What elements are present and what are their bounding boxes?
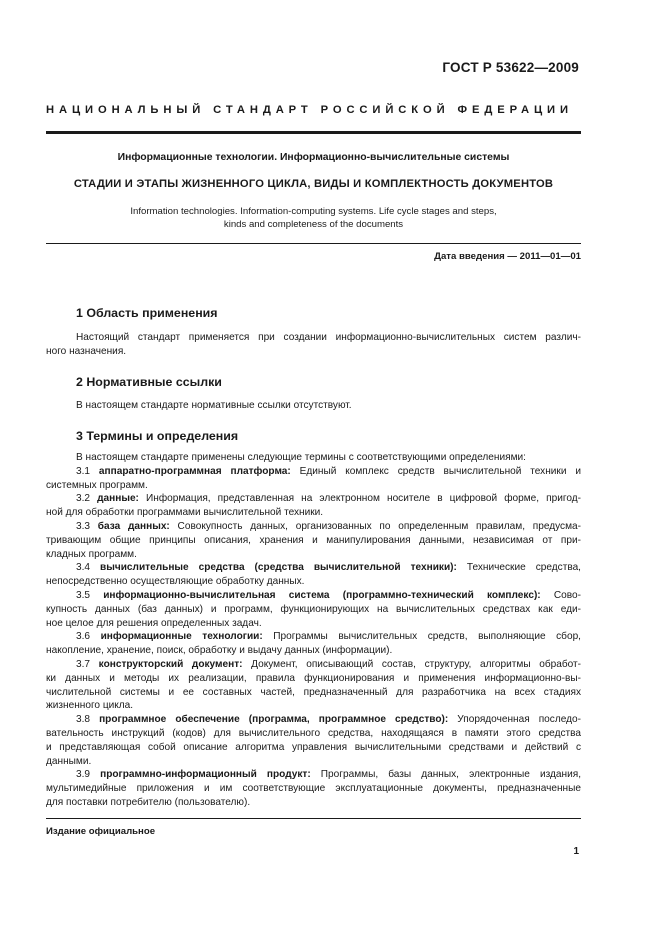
paragraph-line: В настоящем стандарте применены следующие термины с соответствующими определениями:	[76, 452, 526, 463]
term-name: вычислительные средства (средства вычислительной техники):	[100, 562, 457, 574]
term-name: конструкторский документ:	[98, 658, 243, 670]
official-edition-label: Издание официальное	[46, 826, 156, 837]
term-name: база данных:	[97, 520, 170, 532]
term-line: 3.7 конструкторский документ: Документ, описывающий состав, структуру, алгоритмы обработ-	[76, 658, 581, 670]
term-name: информационные технологии:	[100, 631, 263, 643]
term-line: 3.4 вычислительные средства (средства вычислительной техники): Технические средства,	[76, 562, 581, 574]
header-rule	[46, 131, 581, 134]
page-number: 1	[573, 846, 579, 857]
term-name: аппаратно-программная платформа:	[98, 465, 291, 477]
gost-code: ГОСТ Р 53622—2009	[442, 60, 579, 75]
document-subtitle: Информационные технологии. Информационно-вычислительные системы	[117, 152, 510, 163]
paragraph-line: В настоящем стандарте нормативные ссылки отсутствуют.	[76, 400, 352, 411]
term-line: и представляющая собой описание алгоритма управления вычислительными средствами и действий с	[46, 741, 581, 753]
document-title: СТАДИИ И ЭТАПЫ ЖИЗНЕННОГО ЦИКЛА, ВИДЫ И КОМПЛЕКТНОСТЬ ДОКУМЕНТОВ	[73, 178, 554, 190]
term-line: кладных программ.	[46, 548, 137, 560]
term-line: накопление, хранение, поиск, обработку и выдачу данных (информации).	[46, 645, 393, 657]
term-line: непосредственно осуществляющие обработку данных.	[46, 576, 305, 588]
term-line: 3.3 база данных: Совокупность данных, организованных по определенным правилам, предусма-	[76, 520, 581, 532]
term-line: 3.2 данные: Информация, представленная на электронном носителе в цифровой форме, пригод-	[76, 493, 581, 505]
section-body	[46, 451, 581, 810]
footer-rule	[46, 818, 581, 819]
english-title	[46, 205, 581, 231]
national-standard-title: НАЦИОНАЛЬНЫЙ СТАНДАРТ РОССИЙСКОЙ ФЕДЕРАЦИИ	[46, 104, 573, 116]
term-line: 3.1 аппаратно-программная платформа: Единый комплекс средств вычислительной техники и	[76, 465, 581, 477]
term-line: ной для обработки программами вычислительной техники.	[46, 507, 324, 519]
term-line: 3.5 информационно-вычислительная система (программно-технический комплекс): Сово-	[76, 589, 581, 601]
term-line: ное целое для решения определенных задач.	[46, 617, 262, 629]
english-title-line: kinds and completeness of the documents	[223, 219, 404, 230]
term-name: данные:	[97, 493, 139, 505]
term-line: мультимедийные приложения и им соответствующие эксплуатационные документы, предназначенные	[46, 783, 581, 795]
term-line: купность данных (баз данных) и программ, функционирующих на вычислительных средствах как еди-	[46, 603, 581, 615]
title-rule	[46, 243, 581, 244]
section-heading: 3 Термины и определения	[76, 429, 239, 443]
english-title-line: Information technologies. Information-computing systems. Life cycle stages and steps,	[130, 206, 497, 217]
paragraph-line: ного назначения.	[46, 345, 127, 357]
term-line: числительной системы и ее составных частей, предназначенный для разработчика на всех стадиях	[46, 686, 581, 698]
term-line: вательность инструкций (кодов) для вычислительного средства, находящаяся в памяти этого средства	[46, 727, 581, 739]
section-heading: 1 Область применения	[76, 306, 218, 320]
term-line: для поставки потребителю (пользователю).	[46, 796, 251, 808]
section-body	[46, 331, 581, 359]
paragraph-line: Настоящий стандарт применяется при создании информационно-вычислительных систем различ-	[76, 332, 581, 343]
term-line: ки данных и методы их реализации, правила функционирования и применения информационно-вы-	[46, 672, 581, 684]
term-line: жизненного цикла.	[46, 700, 134, 712]
term-line: данными.	[46, 755, 92, 767]
term-line: 3.9 программно-информационный продукт: Программы, базы данных, электронные издания,	[76, 769, 582, 781]
term-line: тривающим общие принципы описания, хранения и манипулирования данными, независимая от при-	[46, 534, 581, 546]
term-name: программное обеспечение (программа, программное средство):	[99, 714, 449, 726]
term-line: 3.6 информационные технологии: Программы вычислительных средств, выполняющие сбор,	[76, 631, 581, 643]
term-name: информационно-вычислительная система (программно-технический комплекс):	[103, 589, 541, 601]
section-body	[46, 399, 581, 413]
term-line: 3.8 программное обеспечение (программа, программное средство): Упорядоченная последо-	[76, 714, 581, 726]
section-heading: 2 Нормативные ссылки	[76, 375, 222, 389]
introduction-date: Дата введения — 2011—01—01	[434, 251, 581, 262]
term-name: программно-информационный продукт:	[100, 769, 311, 781]
term-line: системных программ.	[46, 479, 148, 491]
